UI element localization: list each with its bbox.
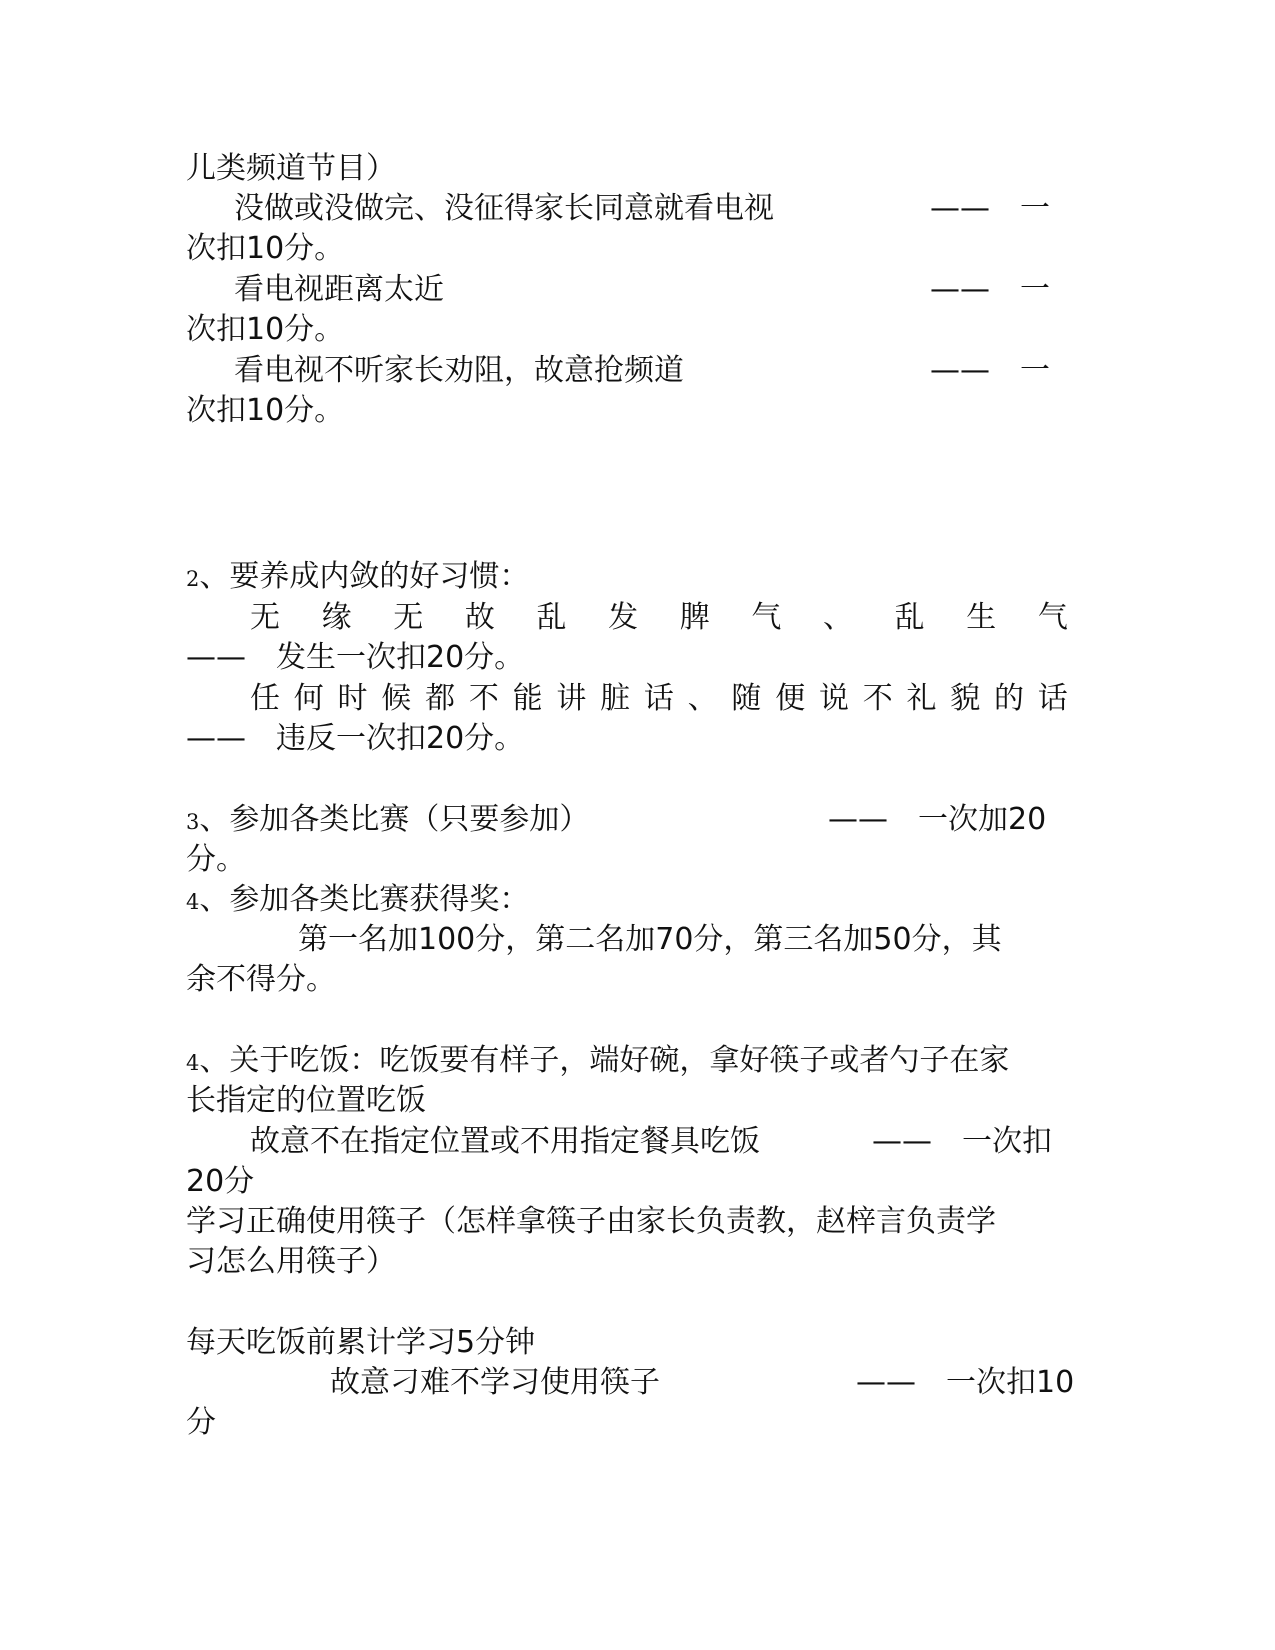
language-rule-char: 脏 (600, 681, 631, 716)
temper-rule-char: 无 (250, 600, 280, 635)
language-rule-char: 讲 (556, 681, 587, 716)
language-rule-char: 不 (468, 681, 499, 716)
award-points-cont: 余不得分。 (186, 962, 336, 997)
temper-rule-char: 气 (751, 600, 782, 635)
temper-rule-char: 发 (608, 600, 639, 635)
tv-rule-no-permission: 没做或没做完、没征得家长同意就看电视 (234, 191, 774, 226)
language-rule-char: 候 (381, 681, 412, 716)
temper-rule (250, 598, 1068, 638)
section-4a-title: 、参加各类比赛获得奖： (199, 882, 530, 917)
award-points: 第一名加100分，第二名加70分，第三名加50分，其 (298, 922, 1002, 957)
language-rule-char: 便 (775, 681, 806, 716)
section-3-reward: —— 一次加20 (828, 802, 1047, 837)
temper-rule-char: 乱 (536, 600, 567, 635)
temper-rule-char: 缘 (321, 600, 352, 635)
tv-rule-too-close: 看电视距离太近 (234, 272, 444, 307)
temper-rule-char: 、 (823, 600, 853, 635)
language-rule-char: 随 (731, 681, 762, 716)
temper-rule-char: 脾 (679, 600, 710, 635)
language-rule-char: 话 (643, 681, 674, 716)
section-4b-heading-cont: 长指定的位置吃饭 (186, 1083, 426, 1118)
temper-rule-penalty: —— 发生一次扣20分。 (186, 640, 525, 675)
section-4b-title: 、关于吃饭：吃饭要有样子，端好碗，拿好筷子或者勺子在家 (199, 1043, 1010, 1078)
language-rule-char: 礼 (906, 681, 937, 716)
language-rule-char: 话 (1037, 681, 1068, 716)
temper-rule-char: 气 (1037, 600, 1068, 635)
section-2-heading (186, 557, 529, 597)
tv-rule-channel-grab-dash: —— 一 (930, 353, 1050, 388)
section-3-title: 、参加各类比赛（只要参加） (199, 802, 590, 837)
language-rule-char: 说 (818, 681, 849, 716)
chopsticks-rule-cont: 习怎么用筷子） (186, 1244, 396, 1279)
tv-rule-no-permission-dash: —— 一 (930, 191, 1050, 226)
section-3-heading (186, 800, 589, 840)
language-rule-char: 都 (425, 681, 456, 716)
tv-rule-channel-grab-penalty: 次扣10分。 (186, 393, 345, 428)
section-4b-number: 4 (186, 1051, 200, 1075)
tv-rule-too-close-dash: —— 一 (930, 272, 1050, 307)
chopsticks-refusal-rule: 故意刁难不学习使用筷子 (330, 1365, 660, 1400)
section-3-reward-cont: 分。 (186, 842, 246, 877)
temper-rule-char: 故 (464, 600, 495, 635)
tv-rule-no-permission-penalty: 次扣10分。 (186, 231, 345, 266)
language-rule-char: 不 (862, 681, 893, 716)
section-2-number: 2 (186, 567, 200, 591)
chopsticks-rule: 学习正确使用筷子（怎样拿筷子由家长负责教，赵梓言负责学 (186, 1204, 996, 1239)
temper-rule-char: 生 (966, 600, 997, 635)
language-rule-char: 貌 (950, 681, 981, 716)
meal-rule-location-penalty: 20分 (186, 1164, 255, 1199)
language-rule-char: 、 (687, 681, 718, 716)
section-4a-heading (186, 880, 529, 920)
temper-rule-char: 无 (393, 600, 424, 635)
language-rule-char: 任 (250, 681, 280, 716)
language-rule (250, 679, 1068, 719)
language-rule-char: 时 (337, 681, 368, 716)
tv-rule-continuation: 儿类频道节目） (186, 151, 396, 186)
meal-rule-location-dash: —— 一次扣 (872, 1124, 1052, 1159)
section-4b-heading (186, 1041, 1009, 1081)
chopsticks-refusal-penalty: 分 (186, 1405, 216, 1440)
language-rule-char: 何 (293, 681, 324, 716)
language-rule-penalty: —— 违反一次扣20分。 (186, 721, 525, 756)
meal-rule-location: 故意不在指定位置或不用指定餐具吃饭 (250, 1124, 760, 1159)
tv-rule-channel-grab: 看电视不听家长劝阻，故意抢频道 (234, 353, 684, 388)
section-2-title: 、要养成内敛的好习惯： (199, 559, 530, 594)
section-3-number: 3 (186, 810, 200, 834)
section-4a-number: 4 (186, 890, 200, 914)
language-rule-char: 的 (994, 681, 1025, 716)
temper-rule-char: 乱 (894, 600, 925, 635)
chopsticks-practice-rule: 每天吃饭前累计学习5分钟 (186, 1325, 536, 1360)
chopsticks-refusal-dash: —— 一次扣10 (856, 1365, 1075, 1400)
language-rule-char: 能 (512, 681, 543, 716)
tv-rule-too-close-penalty: 次扣10分。 (186, 312, 345, 347)
